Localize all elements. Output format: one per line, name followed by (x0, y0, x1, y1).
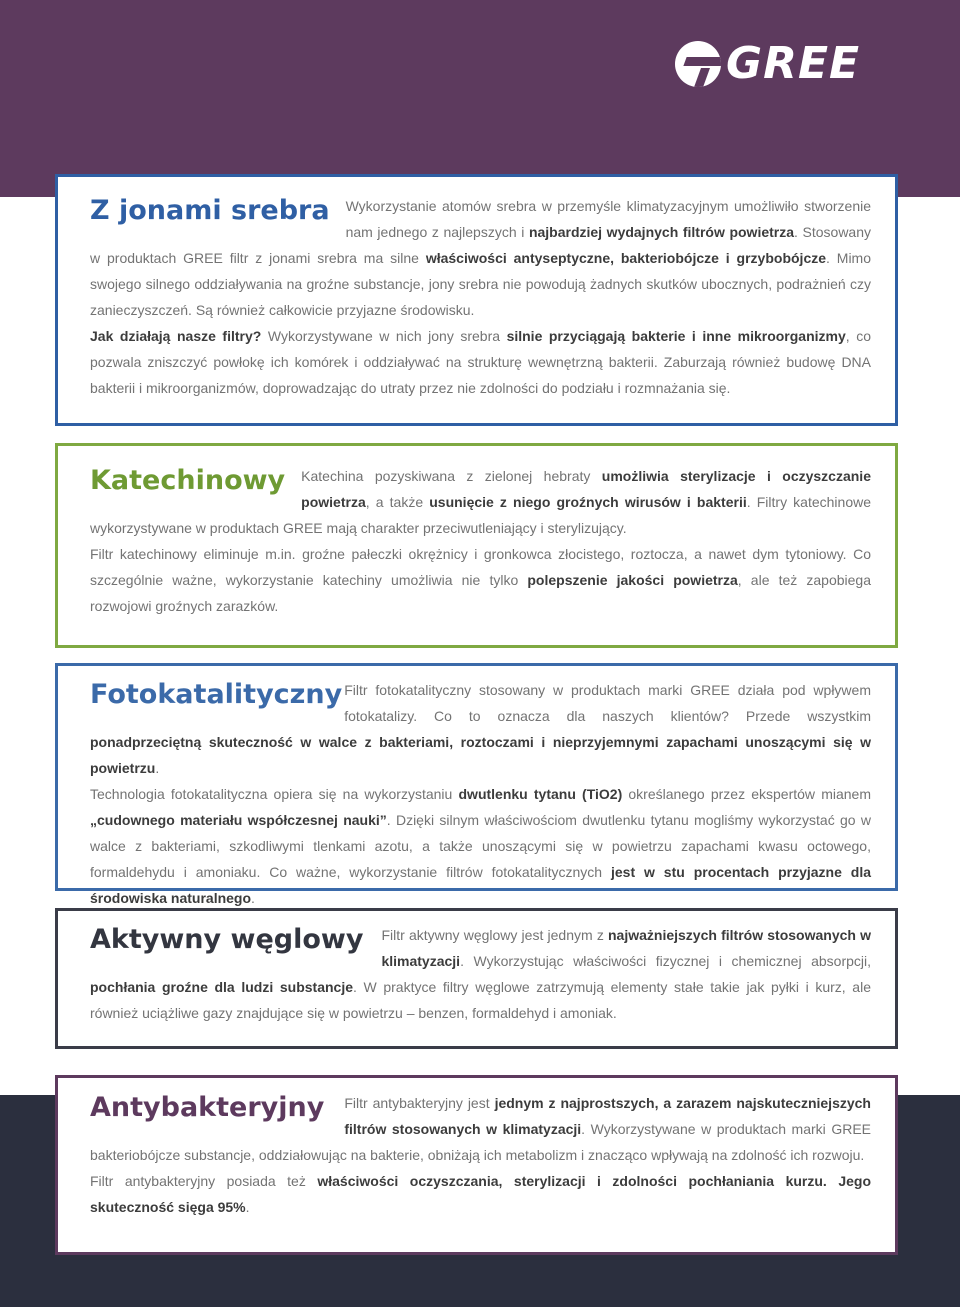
card-catechin-filter (55, 443, 898, 648)
card-silver-ion-filter (55, 174, 898, 426)
gree-logo-icon (675, 41, 721, 87)
paragraph: Fotokatalityczny Filtr fotokatalityczny stosowany w produktach marki GREE działa pod wpływem fotokatalizy. Co to oznacza dla naszych klientów? Przede wszystkim ponadprzeciętną skuteczność w walce z bakteriami, roztoczami i nieprzyjemnymi zapachami unoszącymi się w powietrzu. (90, 679, 871, 776)
section-title: Antybakteryjny (90, 1092, 325, 1123)
section-title: Fotokatalityczny (90, 679, 343, 710)
gree-logo (675, 40, 900, 88)
card-activated-carbon-filter (55, 908, 898, 1049)
header-band (0, 0, 960, 197)
section-title: Aktywny węglowy (90, 924, 364, 955)
paragraph: Jak działają nasze filtry? Wykorzystywane w nich jony srebra silnie przyciągają bakterie i inne mikroorganizmy, co pozwala zniszczyć powłokę ich komórek i oddziaływać na strukturę wewnętrzną bakterii. Zaburzają również budowę DNA bakterii i mikroorganizmów, doprowadzając do utraty przez nie zdolności do podziału i rozmnażania się. (90, 328, 871, 396)
paragraph: Z jonami srebra Wykorzystanie atomów srebra w przemyśle klimatyzacyjnym umożliwiło stworzenie nam jednego z najlepszych i najbardziej wydajnych filtrów powietrza. Stosowany w produktach GREE filtr z jonami srebra ma silne właściwości antyseptyczne, bakteriobójcze i grzybobójcze. Mimo swojego silnego oddziaływania na groźne substancje, jony srebra nie powodują żadnych skutków ubocznych, podrażnień czy zanieczyszczeń. Są również całkowicie przyjazne środowisku. (90, 195, 872, 318)
paragraph: Aktywny węglowy Filtr aktywny węglowy jest jednym z najważniejszych filtrów stosowanych w klimatyzacji. Wykorzystując właściwości fizycznej i chemicznej absorpcji, pochłania groźne dla ludzi substancje. W praktyce filtry węglowe zatrzymują elementy stałe takie jak pyłki i kurz, ale również uciążliwe gazy znajdujące się w powietrzu – benzen, formaldehyd i amoniak. (90, 924, 872, 1021)
paragraph: Antybakteryjny Filtr antybakteryjny jest jednym z najprostszych, a zarazem najskuteczniejszych filtrów stosowanych w klimatyzacji. Wykorzystywane w produktach marki GREE bakteriobójcze substancje, oddziałowując na bakterie, obniżają ich metabolizm i znacząco wpływają na zdolność ich rozwoju. (90, 1092, 871, 1163)
paragraph: Technologia fotokatalityczna opiera się na wykorzystaniu dwutlenku tytanu (TiO2) określanego przez ekspertów mianem „cudownego materiału współczesnej nauki”. Dzięki silnym właściwościom dwutlenku tytanu mogliśmy wykorzystać go w walce z bakteriami, szkodliwymi tlenkami azotu, a także unoszącymi się w powietrzu zapachami kwasu octowego, formaldehydu i amoniaku. Co ważne, wykorzystanie filtrów fotokatalitycznych jest w stu procentach przyjazne dla środowiska naturalnego. (90, 786, 872, 906)
section-title: Z jonami srebra (90, 195, 330, 226)
gree-logo-text: GREE (726, 38, 861, 89)
card-photocatalytic-filter (55, 663, 898, 906)
paragraph: Filtr antybakteryjny posiada też właściwości oczyszczania, sterylizacji i zdolności pochłaniania kurzu. Jego skuteczność sięga 95%. (90, 1173, 871, 1215)
section-title: Katechinowy (90, 465, 286, 496)
paragraph: Filtr katechinowy eliminuje m.in. groźne pałeczki okrężnicy i gronkowca złocistego, roztocza, a nawet dym tytoniowy. Co szczególnie ważne, wykorzystanie katechiny umożliwia nie tylko polepszenie jakości powietrza, ale też zapobiega rozwojowi groźnych zarazków. (90, 546, 872, 614)
card-antibacterial-filter (55, 1075, 898, 1255)
paragraph: Katechinowy Katechina pozyskiwana z zielonej hebraty umożliwia sterylizacje i oczyszczanie powietrza, a także usunięcie z niego groźnych wirusów i bakterii. Filtry katechinowe wykorzystywane w produktach GREE mają charakter przeciwutleniający i sterylizujący. (90, 465, 872, 536)
